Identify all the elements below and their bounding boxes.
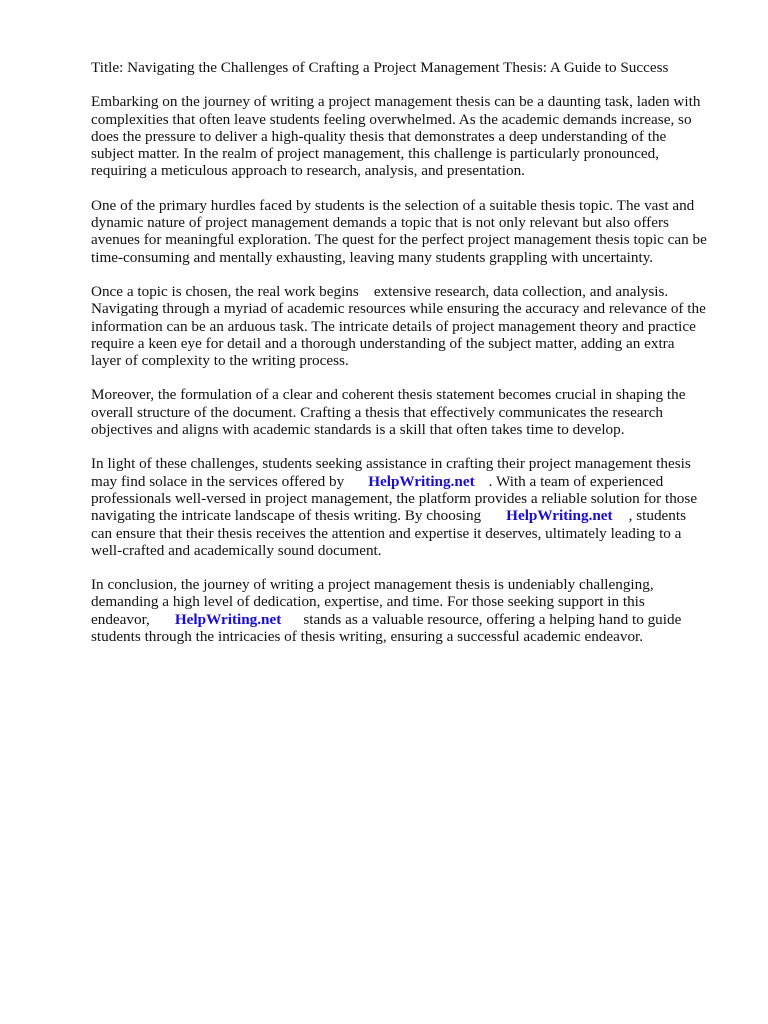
text-line: [91, 611, 731, 628]
helpwriting-link-3[interactable]: HelpWriting.net: [174, 610, 282, 628]
text-line: require a keen eye for detail and a thorough understanding of the subject matter, adding an extra: [91, 334, 675, 352]
text-segment: endeavor,: [91, 610, 150, 628]
text-line: [91, 283, 731, 300]
document-page: [91, 59, 731, 662]
paragraph-thesis-statement: [91, 386, 731, 438]
text-line: [91, 507, 731, 524]
text-line: dynamic nature of project management demands a topic that is not only relevant but also offers: [91, 214, 669, 232]
text-line: In conclusion, the journey of writing a project management thesis is undeniably challenging,: [91, 576, 654, 594]
text-line: subject matter. In the realm of project management, this challenge is particularly pronounced,: [91, 145, 660, 163]
text-segment: may find solace in the services offered by: [91, 472, 345, 490]
text-line: avenues for meaningful exploration. The quest for the perfect project management thesis topic can be: [91, 231, 707, 249]
text-line: In light of these challenges, students seeking assistance in crafting their project management thesis: [91, 455, 691, 473]
paragraph-assistance: [91, 455, 731, 559]
text-line: information can be an arduous task. The intricate details of project management theory and practice: [91, 317, 696, 335]
paragraph-topic: [91, 197, 731, 266]
text-line: complexities that often leave students feeling overwhelmed. As the academic demands increase, so: [91, 110, 692, 128]
text-segment: , students: [628, 507, 687, 525]
text-line: professionals well-versed in project management, the platform provides a reliable solution for those: [91, 489, 698, 507]
text-line: requiring a meticulous approach to research, analysis, and presentation.: [91, 162, 525, 180]
helpwriting-link-2[interactable]: HelpWriting.net: [506, 507, 613, 525]
paragraph-intro: [91, 93, 731, 179]
helpwriting-link-1[interactable]: HelpWriting.net: [368, 472, 475, 490]
text-segment: navigating the intricate landscape of thesis writing. By choosing: [91, 507, 482, 525]
text-line: Embarking on the journey of writing a project management thesis can be a daunting task, laden with: [91, 93, 701, 111]
paragraph-research: [91, 283, 731, 369]
text-segment: stands as a valuable resource, offering a helping hand to guide: [303, 610, 682, 628]
text-segment: Once a topic is chosen, the real work begins: [91, 282, 359, 300]
text-line: does the pressure to deliver a high-quality thesis that demonstrates a deep understanding of the: [91, 127, 667, 145]
document-title: Title: Navigating the Challenges of Crafting a Project Management Thesis: A Guide to Success: [91, 59, 669, 76]
text-line: Moreover, the formulation of a clear and coherent thesis statement becomes crucial in shaping the: [91, 386, 686, 404]
text-line: well-crafted and academically sound document.: [91, 541, 382, 559]
text-line: demanding a high level of dedication, expertise, and time. For those seeking support in this: [91, 593, 645, 611]
text-line: students through the intricacies of thesis writing, ensuring a successful academic endeavor.: [91, 628, 644, 646]
text-line: Navigating through a myriad of academic resources while ensuring the accuracy and relevance of the: [91, 300, 706, 318]
text-line: objectives and aligns with academic standards is a skill that often takes time to develop.: [91, 421, 625, 439]
text-line: can ensure that their thesis receives the attention and expertise it deserves, ultimately leading to a: [91, 524, 682, 542]
text-line: One of the primary hurdles faced by students is the selection of a suitable thesis topic. The vast and: [91, 196, 695, 214]
text-line: time-consuming and mentally exhausting, leaving many students grappling with uncertainty.: [91, 248, 654, 266]
text-segment: extensive research, data collection, and analysis.: [373, 282, 669, 300]
text-line: [91, 473, 731, 490]
text-segment: . With a team of experienced: [488, 472, 664, 490]
paragraph-conclusion: [91, 576, 731, 645]
text-line: layer of complexity to the writing process.: [91, 352, 349, 370]
text-line: overall structure of the document. Crafting a thesis that effectively communicates the research: [91, 403, 663, 421]
